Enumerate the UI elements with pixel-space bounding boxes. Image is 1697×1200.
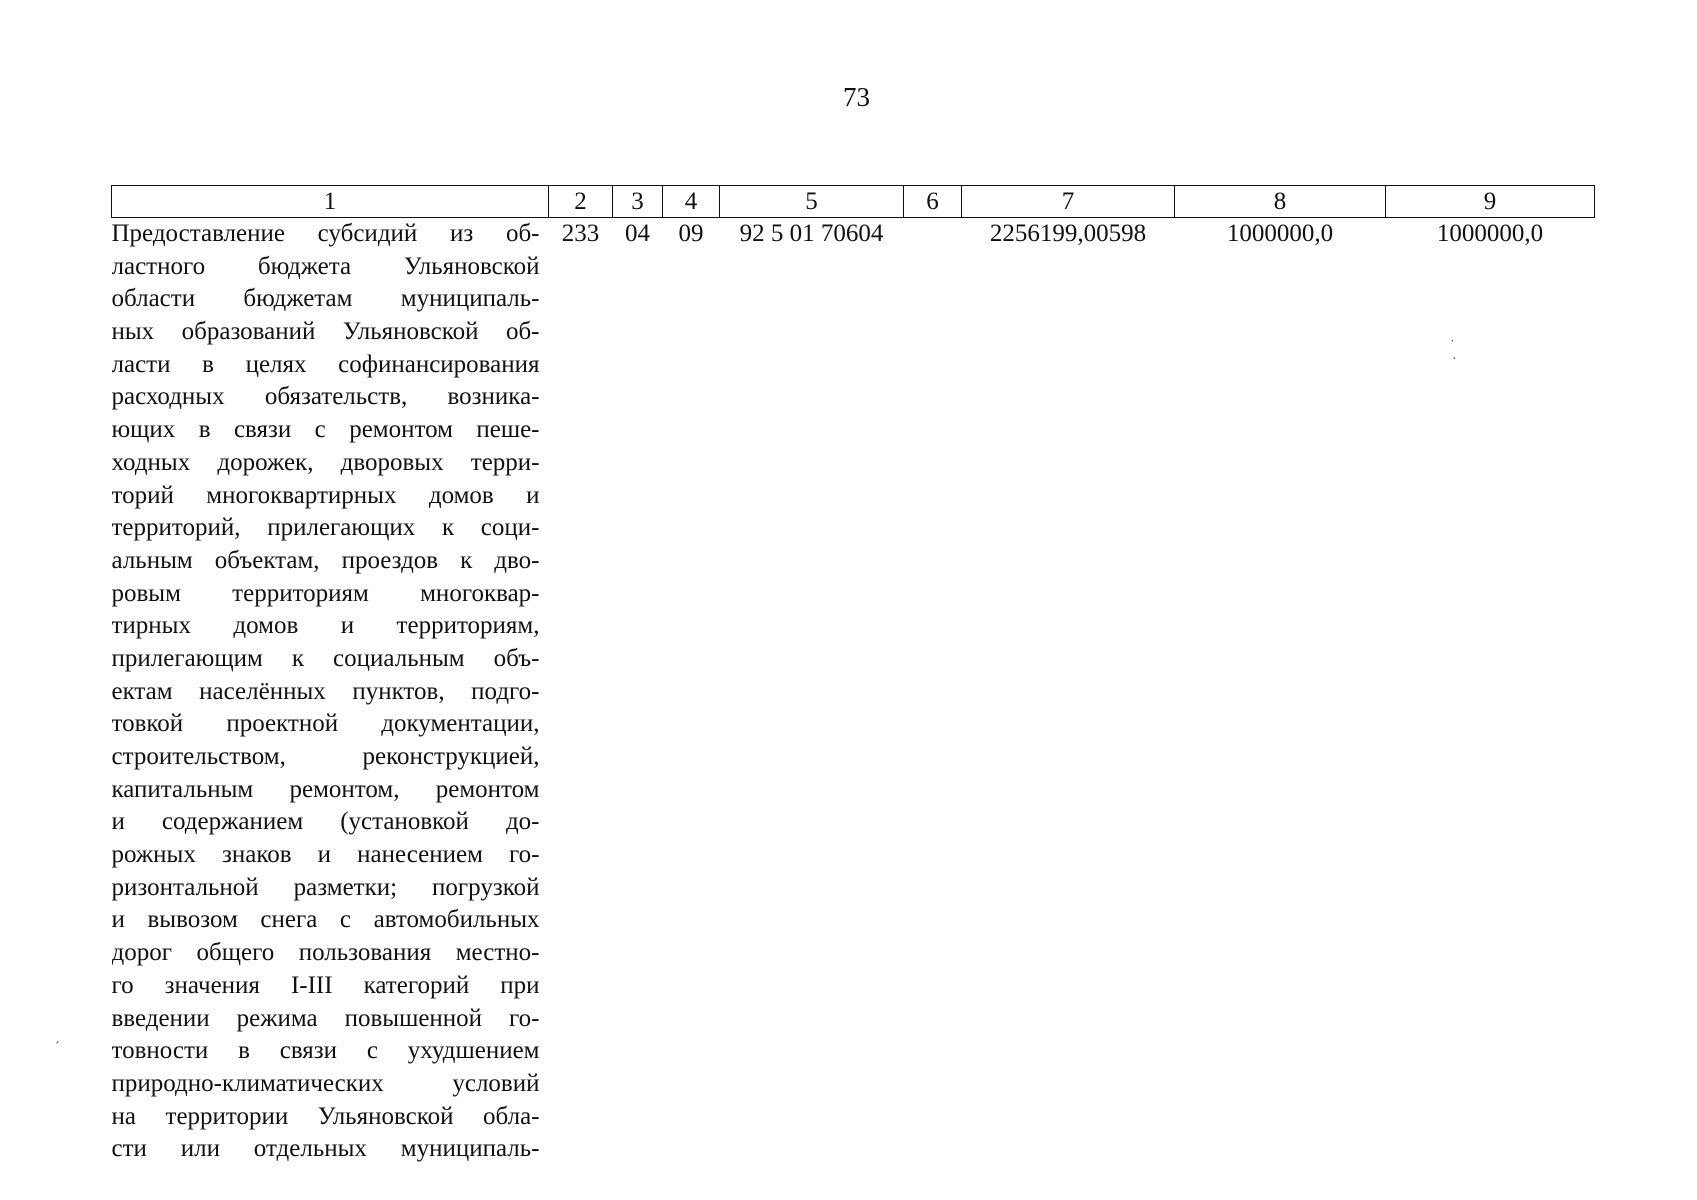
cell-col-9: 1000000,0	[1436, 220, 1544, 247]
scan-speck-mark: ´	[55, 1040, 60, 1055]
scan-speck-mark: ·	[1452, 352, 1457, 367]
description-line: и содержанием (установкой до-	[111, 808, 540, 836]
header-col-4: 4	[663, 186, 720, 218]
description-line: торий многоквартирных домов и	[111, 481, 540, 509]
header-col-9: 9	[1386, 186, 1595, 218]
description-line: ровым территориям многоквар-	[111, 579, 540, 607]
description-line: и вывозом снега с автомобильных	[111, 906, 540, 934]
description-line: на территории Ульяновской обла-	[111, 1102, 540, 1130]
description-line: ющих в связи с ремонтом пеше-	[111, 416, 540, 444]
description-line: ных образований Ульяновской об-	[111, 318, 540, 346]
description-line: ласти в целях софинансирования	[111, 350, 540, 378]
header-col-7: 7	[962, 186, 1175, 218]
description-line: товности в связи с ухудшением	[111, 1037, 540, 1065]
page-number	[0, 82, 1697, 113]
description-line: прилегающим к социальным объ-	[111, 644, 540, 672]
description-line: альным объектам, проездов к дво-	[111, 546, 540, 574]
description-line: введении режима повышенной го-	[111, 1004, 540, 1032]
budget-table	[111, 185, 1595, 1166]
description-line: расходных обязательств, возника-	[111, 383, 540, 411]
table-row	[112, 218, 1595, 1166]
description-line: тирных домов и территориям,	[111, 612, 540, 640]
header-col-3: 3	[613, 186, 663, 218]
description-line: рожных знаков и нанесением го-	[111, 841, 540, 869]
cell-col-6	[904, 218, 962, 1166]
cell-col-7: 2256199,00598	[989, 220, 1147, 247]
header-col-5: 5	[720, 186, 904, 218]
description-line: дорог общего пользования местно-	[111, 939, 540, 967]
page-number-text: 73	[843, 82, 870, 112]
header-col-8: 8	[1175, 186, 1386, 218]
description-line: капитальным ремонтом, ремонтом	[111, 775, 540, 803]
header-col-1: 1	[112, 186, 549, 218]
description-line: сти или отдельных муниципаль-	[111, 1135, 540, 1163]
cell-col-3: 04	[625, 220, 650, 247]
header-col-2: 2	[549, 186, 613, 218]
description-line: го значения I-III категорий при	[111, 971, 540, 999]
description-line: ризонтальной разметки; погрузкой	[111, 873, 540, 901]
description-line: строительством, реконструкцией,	[111, 743, 540, 770]
cell-col-2: 233	[561, 220, 600, 247]
scan-speck-mark: ˙	[1450, 338, 1455, 353]
cell-col-5: 92 5 01 70604	[739, 220, 884, 247]
description-line: ластного бюджета Ульяновской	[111, 252, 540, 280]
header-col-6: 6	[904, 186, 962, 218]
description-line: территорий, прилегающих к соци-	[111, 514, 540, 542]
cell-col-8: 1000000,0	[1226, 220, 1334, 247]
header-row	[112, 186, 1595, 218]
description-line: ектам населённых пунктов, подго-	[111, 677, 540, 705]
cell-col-4: 09	[678, 220, 704, 247]
description-line: природно-климатических условий	[111, 1069, 540, 1097]
description-line: товкой проектной документации,	[111, 710, 540, 738]
description-line: области бюджетам муниципаль-	[111, 285, 540, 313]
description-line: Предоставление субсидий из об-	[111, 220, 540, 247]
description-line: ходных дорожек, дворовых терри-	[111, 448, 540, 476]
description-cell	[112, 218, 549, 1166]
